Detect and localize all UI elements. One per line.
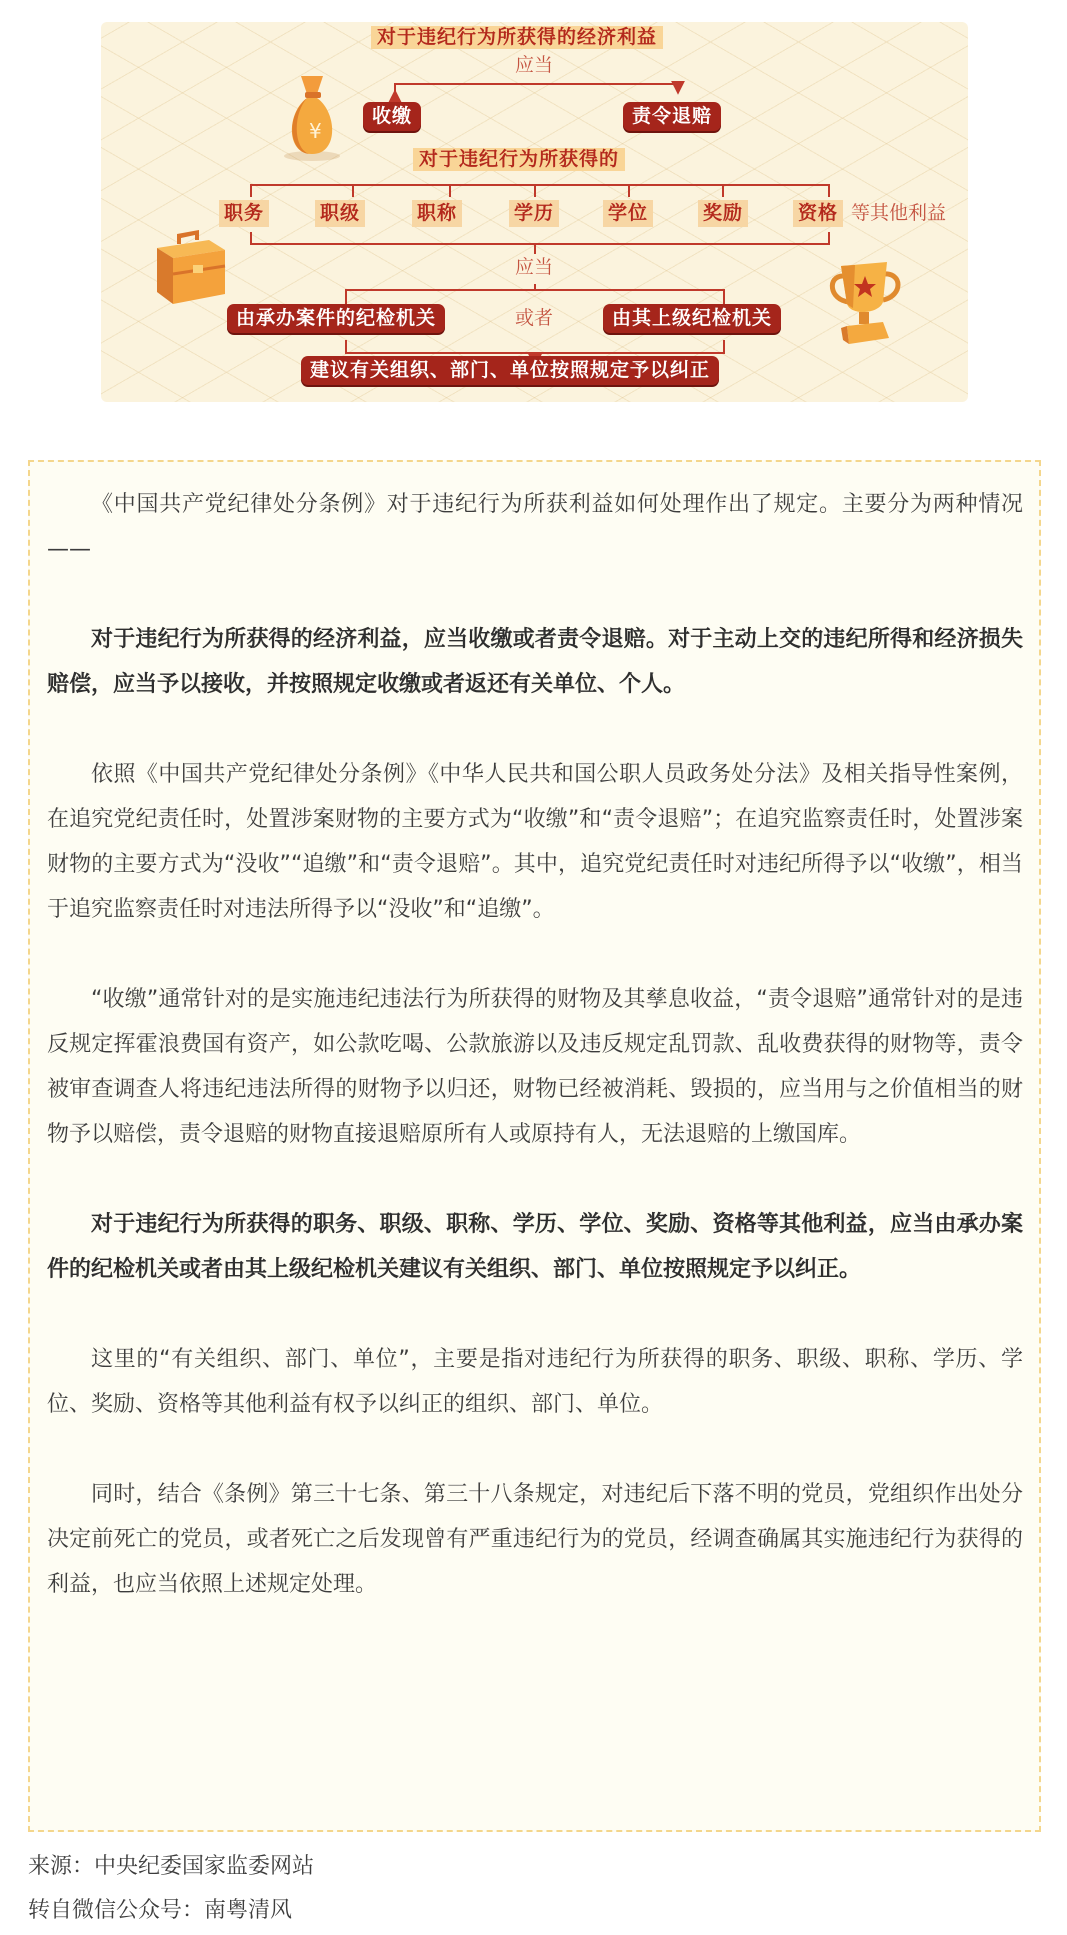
should-label-bottom: 应当 [515,256,554,278]
article-content-box [28,460,1041,1832]
option-order-refund: 责令退赔 [623,102,721,131]
benefit-tag-qualification: 资格 [793,200,843,227]
option-collect: 收缴 [363,102,421,131]
article-paragraph-bold: 对于违纪行为所获得的经济利益，应当收缴或者责令退赔。对于主动上交的违纪所得和经济损失赔偿，应当予以接收，并按照规定收缴或者返还有关单位、个人。 [47,627,1023,697]
article-paragraph: 依照《中国共产党纪律处分条例》《中华人民共和国公职人员政务处分法》及相关指导性案例，在追究党纪责任时，处置涉案财物的主要方式为“收缴”和“责令退赔”；在追究监察责任时，处置涉案财物的主要方式为“没收”“追缴”和“责令退赔”。其中，追究党纪责任时对违纪所得予以“收缴”，相当于追究监察责任时对违法所得予以“没收”和“追缴”。 [47,762,1023,922]
authority-handling-case: 由承办案件的纪检机关 [227,304,445,333]
svg-text:¥: ¥ [309,119,322,143]
benefit-tag-title: 职称 [412,200,462,227]
should-label-top: 应当 [515,54,554,76]
article-paragraph-bold: 对于违纪行为所获得的职务、职级、职称、学历、学位、奖励、资格等其他利益，应当由承办案件的纪检机关或者由其上级纪检机关建议有关组织、部门、单位按照规定予以纠正。 [47,1212,1023,1282]
money-bag-icon [279,68,345,162]
paragraph-spacer [47,707,1023,752]
title-economic-benefits: 对于违纪行为所获得的经济利益 [371,26,663,49]
source-line: 来源：中央纪委国家监委网站 [28,1854,315,1879]
benefit-tag-degree: 学位 [603,200,653,227]
paragraph-spacer [47,932,1023,977]
or-label: 或者 [515,307,554,329]
title-obtained-benefits: 对于违纪行为所获得的 [413,148,625,171]
article-paragraph: “收缴”通常针对的是实施违纪违法行为所获得的财物及其孳息收益，“责令退赔”通常针对的是违反规定挥霍浪费国有资产，如公款吃喝、公款旅游以及违反规定乱罚款、乱收费获得的财物等，责令被审查调查人将违纪违法所得的财物予以归还，财物已经被消耗、毁损的，应当用与之价值相当的财物予以赔偿，责令退赔的财物直接退赔原所有人或原持有人，无法退赔的上缴国库。 [47,987,1023,1147]
benefit-tag-award: 奖励 [698,200,748,227]
repost-line: 转自微信公众号：南粤清风 [28,1898,293,1923]
trophy-icon [825,256,907,350]
article-paragraph: 这里的“有关组织、部门、单位”，主要是指对违纪行为所获得的职务、职级、职称、学历、学位、奖励、资格等其他利益有权予以纠正的组织、部门、单位。 [47,1347,1023,1417]
authority-superior: 由其上级纪检机关 [603,304,781,333]
paragraph-spacer [47,1292,1023,1337]
article-paragraph: 《中国共产党纪律处分条例》对于违纪行为所获利益如何处理作出了规定。主要分为两种情况—— [47,492,1023,562]
paragraph-spacer [47,572,1023,617]
benefit-tag-rank: 职级 [315,200,365,227]
conclusion-correction: 建议有关组织、部门、单位按照规定予以纠正 [301,356,719,385]
briefcase-icon [151,220,231,310]
benefit-tag-education: 学历 [509,200,559,227]
benefits-suffix: 等其他利益 [851,202,947,224]
infographic-diagram [101,22,968,402]
paragraph-spacer [47,1157,1023,1202]
paragraph-spacer [47,1427,1023,1472]
article-paragraph: 同时，结合《条例》第三十七条、第三十八条规定，对违纪后下落不明的党员，党组织作出处分决定前死亡的党员，或者死亡之后发现曾有严重违纪行为的党员，经调查确属其实施违纪行为获得的利益，也应当依照上述规定处理。 [47,1482,1023,1597]
benefit-tag-position: 职务 [219,200,269,227]
article-footer [28,1845,314,1933]
